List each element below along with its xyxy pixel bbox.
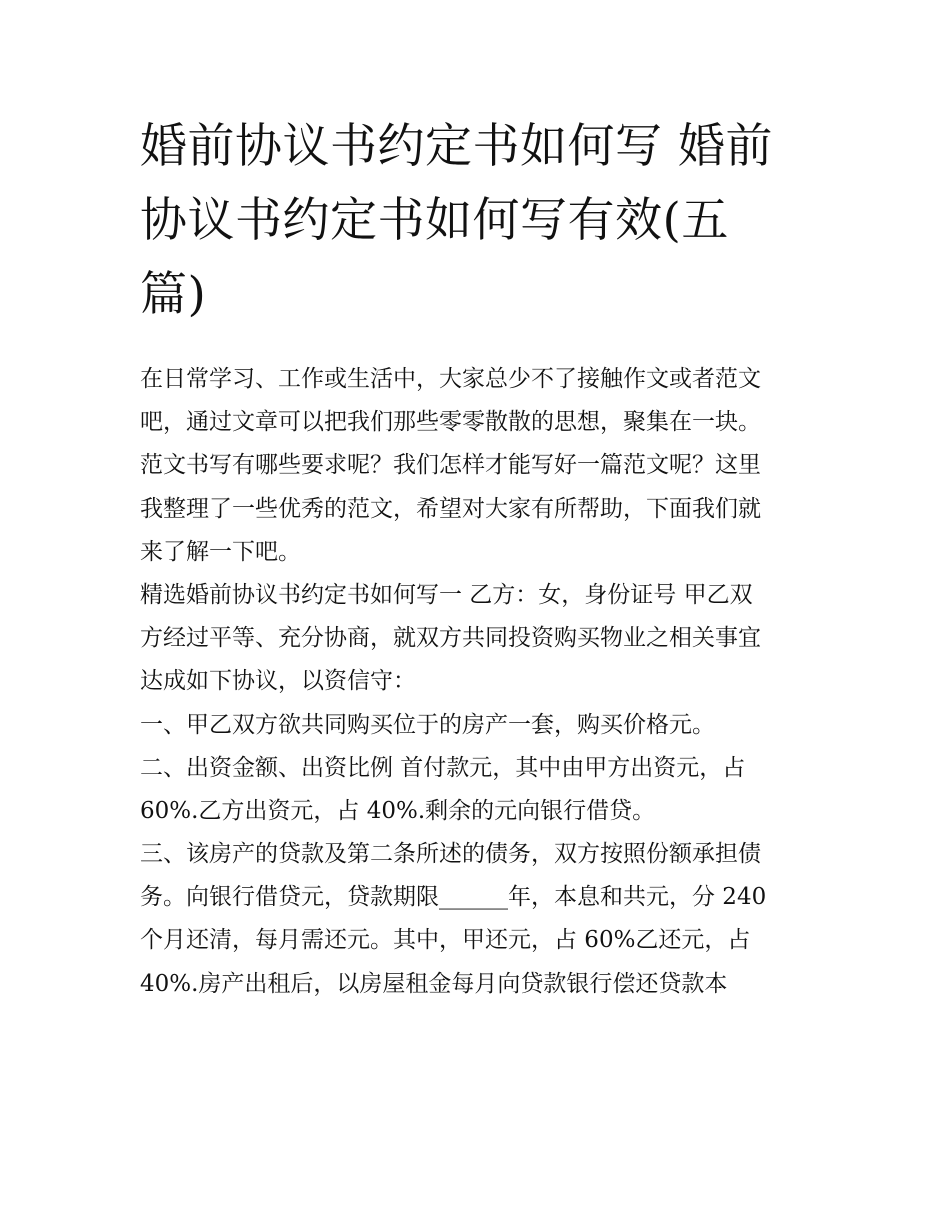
body-line: 个月还清，每月需还元。其中，甲还元，占 60%乙还元，占 xyxy=(140,927,751,954)
title-line: 篇) xyxy=(140,267,207,322)
title-line: 婚前协议书约定书如何写 婚前 xyxy=(140,119,773,174)
body-line: 务。向银行借贷元，贷款期限______年，本息和共元，分 240 xyxy=(140,884,767,911)
document-title xyxy=(140,110,820,332)
title-line: 协议书约定书如何写有效(五 xyxy=(140,193,729,248)
body-line: 在日常学习、工作或生活中，大家总少不了接触作文或者范文 xyxy=(140,366,761,392)
body-line: 达成如下协议，以资信守： xyxy=(140,668,416,695)
body-line: 吧，通过文章可以把我们那些零零散散的思想，聚集在一块。 xyxy=(140,409,761,436)
body-line: 范文书写有哪些要求呢？我们怎样才能写好一篇范文呢？这里 xyxy=(140,452,761,479)
body-line: 精选婚前协议书约定书如何写一 乙方：女，身份证号 甲乙双 xyxy=(140,581,753,608)
body-line: 来了解一下吧。 xyxy=(140,538,301,565)
body-line: 二、出资金额、出资比例 首付款元，其中由甲方出资元，占 xyxy=(140,754,746,781)
body-line: 60%.乙方出资元，占 40%.剩余的元向银行借贷。 xyxy=(140,797,656,824)
body-line: 我整理了一些优秀的范文，希望对大家有所帮助，下面我们就 xyxy=(140,495,761,522)
document-body xyxy=(140,358,830,1006)
body-line: 40%.房产出租后，以房屋租金每月向贷款银行偿还贷款本 xyxy=(140,970,728,997)
body-line: 三、该房产的贷款及第二条所述的债务，双方按照份额承担债 xyxy=(140,841,761,868)
body-line: 一、甲乙双方欲共同购买位于的房产一套，购买价格元。 xyxy=(140,711,715,738)
body-line: 方经过平等、充分协商，就双方共同投资购买物业之相关事宜 xyxy=(140,625,761,652)
